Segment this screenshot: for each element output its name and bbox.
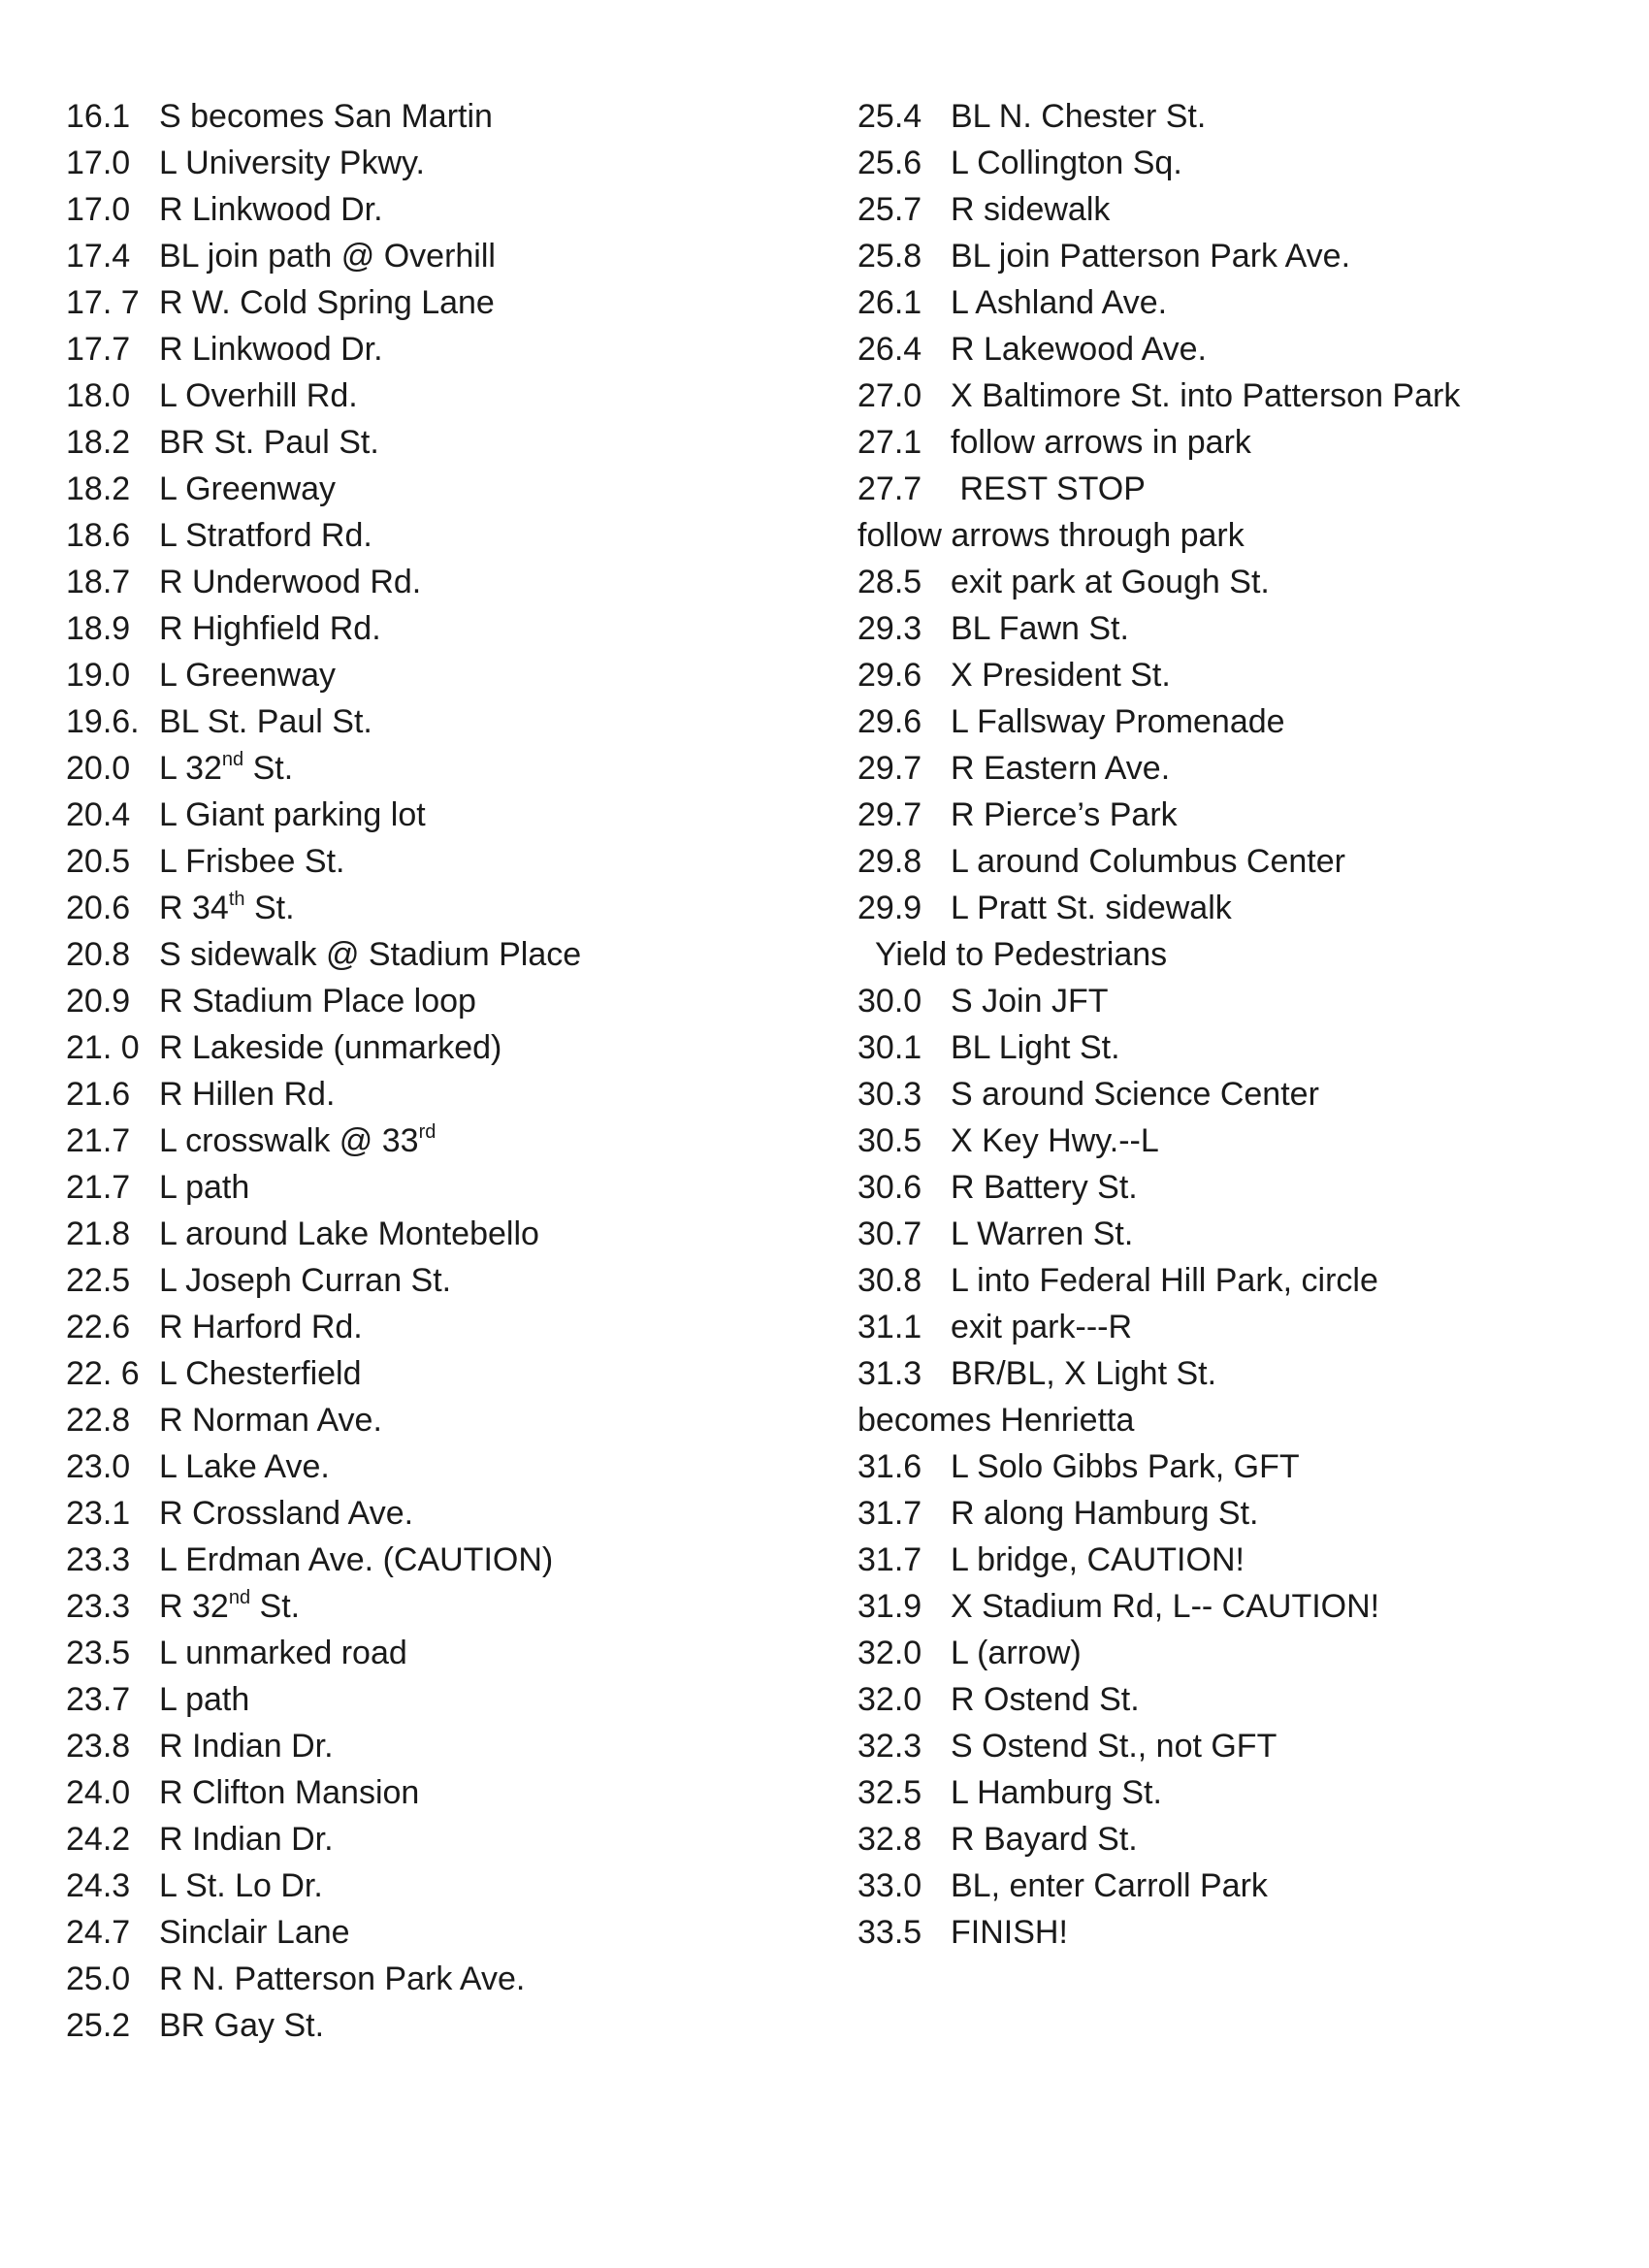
cue-row bbox=[857, 1071, 1614, 1118]
cue-direction: BL join path @ Overhill bbox=[159, 238, 496, 275]
cue-direction: L Frisbee St. bbox=[159, 843, 345, 880]
cue-direction: R W. Cold Spring Lane bbox=[159, 284, 495, 321]
cue-row bbox=[66, 1304, 823, 1350]
cue-direction: R Linkwood Dr. bbox=[159, 331, 383, 368]
cue-mileage: 18.7 bbox=[66, 564, 131, 600]
cue-row bbox=[66, 1863, 823, 1909]
cue-row bbox=[66, 1630, 823, 1676]
cue-mileage: 30.5 bbox=[857, 1122, 922, 1159]
cue-direction: R Clifton Mansion bbox=[159, 1774, 420, 1811]
cue-row bbox=[66, 279, 823, 326]
cue-mileage: 20.6 bbox=[66, 890, 131, 926]
cue-mileage: 22.8 bbox=[66, 1402, 131, 1439]
cue-row bbox=[857, 1118, 1614, 1164]
cue-mileage: 30.8 bbox=[857, 1262, 922, 1299]
cue-mileage: 29.7 bbox=[857, 796, 922, 833]
cue-mileage: 25.6 bbox=[857, 145, 922, 181]
cue-direction: X Baltimore St. into Patterson Park bbox=[951, 377, 1461, 414]
cue-mileage: 23.3 bbox=[66, 1541, 131, 1578]
cue-mileage: 29.7 bbox=[857, 750, 922, 787]
cue-row bbox=[857, 326, 1614, 373]
cue-row bbox=[66, 1769, 823, 1816]
cue-direction: L Overhill Rd. bbox=[159, 377, 358, 414]
cue-mileage: 29.9 bbox=[857, 890, 922, 926]
cue-direction: S Join JFT bbox=[951, 983, 1109, 1020]
cue-direction: S becomes San Martin bbox=[159, 98, 493, 135]
cue-row bbox=[66, 652, 823, 698]
cue-ordinal-suffix: rd bbox=[418, 1120, 436, 1143]
cue-direction: BR/BL, X Light St. bbox=[951, 1355, 1217, 1392]
cue-mileage: 30.7 bbox=[857, 1215, 922, 1252]
cue-direction: exit park at Gough St. bbox=[951, 564, 1270, 600]
cue-direction: BL St. Paul St. bbox=[159, 703, 372, 740]
cue-direction: L Warren St. bbox=[951, 1215, 1134, 1252]
cue-direction: R 32 bbox=[159, 1588, 229, 1625]
cue-mileage: 31.6 bbox=[857, 1448, 922, 1485]
cue-direction: L Stratford Rd. bbox=[159, 517, 372, 554]
cue-row bbox=[857, 1816, 1614, 1863]
cue-direction: R Lakewood Ave. bbox=[951, 331, 1207, 368]
cue-direction: L unmarked road bbox=[159, 1635, 407, 1671]
cue-note bbox=[857, 931, 1614, 978]
cue-row bbox=[857, 605, 1614, 652]
cue-mileage: 30.1 bbox=[857, 1029, 922, 1066]
cue-row bbox=[66, 1118, 823, 1164]
cue-direction: R Norman Ave. bbox=[159, 1402, 382, 1439]
cue-mileage: 30.6 bbox=[857, 1169, 922, 1206]
cue-mileage: 25.0 bbox=[66, 1960, 131, 1997]
cue-direction-suffix: St. bbox=[244, 890, 295, 926]
cue-row bbox=[66, 512, 823, 559]
cue-mileage: 17.4 bbox=[66, 238, 131, 275]
cue-ordinal-suffix: nd bbox=[228, 1586, 251, 1608]
cue-row bbox=[857, 885, 1614, 931]
cue-row bbox=[66, 1816, 823, 1863]
cue-mileage: 18.0 bbox=[66, 377, 131, 414]
cue-row bbox=[66, 605, 823, 652]
cue-row bbox=[66, 2002, 823, 2049]
cue-row bbox=[66, 698, 823, 745]
cue-row bbox=[857, 186, 1614, 233]
cue-row bbox=[66, 1956, 823, 2002]
cue-direction: L path bbox=[159, 1169, 250, 1206]
cue-row bbox=[857, 1769, 1614, 1816]
cue-direction: BL, enter Carroll Park bbox=[951, 1867, 1268, 1904]
cue-direction: L path bbox=[159, 1681, 250, 1718]
cue-direction: BL Light St. bbox=[951, 1029, 1120, 1066]
cue-row bbox=[66, 1211, 823, 1257]
cue-row bbox=[857, 373, 1614, 419]
cue-direction: S Ostend St., not GFT bbox=[951, 1728, 1277, 1765]
cue-mileage: 17. 7 bbox=[66, 284, 140, 321]
cue-row bbox=[66, 1024, 823, 1071]
cue-direction: BL Fawn St. bbox=[951, 610, 1129, 647]
cue-direction: L Giant parking lot bbox=[159, 796, 426, 833]
cue-direction: L (arrow) bbox=[951, 1635, 1082, 1671]
cue-mileage: 19.0 bbox=[66, 657, 131, 694]
cue-direction: L bridge, CAUTION! bbox=[951, 1541, 1245, 1578]
cue-mileage: 17.0 bbox=[66, 145, 131, 181]
cue-mileage: 20.4 bbox=[66, 796, 131, 833]
cue-row bbox=[66, 419, 823, 466]
cue-row bbox=[857, 1350, 1614, 1397]
cue-mileage: 23.1 bbox=[66, 1495, 131, 1532]
cue-direction: L Joseph Curran St. bbox=[159, 1262, 452, 1299]
cue-mileage: 31.1 bbox=[857, 1309, 922, 1345]
cue-row bbox=[66, 233, 823, 279]
cue-mileage: 16.1 bbox=[66, 98, 131, 135]
cue-direction-suffix: St. bbox=[250, 1588, 301, 1625]
cue-mileage: 33.5 bbox=[857, 1914, 922, 1951]
cue-row bbox=[66, 373, 823, 419]
cue-direction: L around Lake Montebello bbox=[159, 1215, 539, 1252]
cue-row bbox=[66, 326, 823, 373]
cue-direction: S around Science Center bbox=[951, 1076, 1319, 1113]
cue-mileage: 18.2 bbox=[66, 470, 131, 507]
cue-mileage: 21.7 bbox=[66, 1122, 131, 1159]
cue-direction: exit park---R bbox=[951, 1309, 1133, 1345]
cue-direction: R 34 bbox=[159, 890, 229, 926]
cue-row bbox=[857, 1211, 1614, 1257]
cue-mileage: 20.0 bbox=[66, 750, 131, 787]
cue-row bbox=[66, 466, 823, 512]
cue-direction: follow arrows in park bbox=[951, 424, 1251, 461]
cue-mileage: 17.7 bbox=[66, 331, 131, 368]
cue-row bbox=[857, 1304, 1614, 1350]
cue-direction: L Lake Ave. bbox=[159, 1448, 330, 1485]
cue-row bbox=[66, 1350, 823, 1397]
cue-row bbox=[857, 792, 1614, 838]
cue-row bbox=[66, 559, 823, 605]
cue-row bbox=[66, 1583, 823, 1630]
cue-direction: L Greenway bbox=[159, 657, 337, 694]
cue-direction: L Erdman Ave. (CAUTION) bbox=[159, 1541, 554, 1578]
cue-mileage: 20.9 bbox=[66, 983, 131, 1020]
cue-mileage: 26.1 bbox=[857, 284, 922, 321]
cue-direction: Sinclair Lane bbox=[159, 1914, 350, 1951]
cue-direction: L St. Lo Dr. bbox=[159, 1867, 323, 1904]
cue-mileage: 30.0 bbox=[857, 983, 922, 1020]
cue-direction: R Harford Rd. bbox=[159, 1309, 363, 1345]
cue-mileage: 33.0 bbox=[857, 1867, 922, 1904]
cue-direction: X President St. bbox=[951, 657, 1171, 694]
cue-mileage: 29.3 bbox=[857, 610, 922, 647]
cue-row bbox=[66, 1257, 823, 1304]
cue-direction: BL N. Chester St. bbox=[951, 98, 1207, 135]
cue-direction: L Solo Gibbs Park, GFT bbox=[951, 1448, 1300, 1485]
cue-direction: FINISH! bbox=[951, 1914, 1068, 1951]
cue-row bbox=[857, 838, 1614, 885]
cue-row bbox=[66, 1443, 823, 1490]
cue-mileage: 23.7 bbox=[66, 1681, 131, 1718]
cue-mileage: 21. 0 bbox=[66, 1029, 140, 1066]
cue-direction: L Fallsway Promenade bbox=[951, 703, 1285, 740]
cue-direction: R Battery St. bbox=[951, 1169, 1138, 1206]
cue-direction: R sidewalk bbox=[951, 191, 1111, 228]
cue-direction: X Key Hwy.--L bbox=[951, 1122, 1159, 1159]
cue-row bbox=[66, 1397, 823, 1443]
cue-row bbox=[857, 652, 1614, 698]
cue-mileage: 21.8 bbox=[66, 1215, 131, 1252]
cue-row bbox=[857, 1024, 1614, 1071]
cue-sheet-left-column bbox=[66, 93, 823, 2049]
cue-direction: R Indian Dr. bbox=[159, 1728, 334, 1765]
cue-mileage: 18.9 bbox=[66, 610, 131, 647]
cue-row bbox=[857, 93, 1614, 140]
cue-direction: L Pratt St. sidewalk bbox=[951, 890, 1232, 926]
cue-mileage: 27.0 bbox=[857, 377, 922, 414]
cue-mileage: 23.3 bbox=[66, 1588, 131, 1625]
cue-mileage: 23.8 bbox=[66, 1728, 131, 1765]
cue-row bbox=[857, 1583, 1614, 1630]
cue-direction: REST STOP bbox=[951, 470, 1146, 507]
cue-row bbox=[857, 1164, 1614, 1211]
cue-row bbox=[857, 1676, 1614, 1723]
cue-direction: L 32 bbox=[159, 750, 222, 787]
cue-mileage: 18.2 bbox=[66, 424, 131, 461]
cue-row bbox=[66, 1537, 823, 1583]
cue-mileage: 31.7 bbox=[857, 1541, 922, 1578]
cue-mileage: 24.2 bbox=[66, 1821, 131, 1858]
cue-row bbox=[857, 1630, 1614, 1676]
cue-row bbox=[857, 1443, 1614, 1490]
cue-row bbox=[66, 838, 823, 885]
cue-mileage: 30.3 bbox=[857, 1076, 922, 1113]
cue-mileage: 32.3 bbox=[857, 1728, 922, 1765]
cue-row bbox=[857, 279, 1614, 326]
cue-mileage: 24.0 bbox=[66, 1774, 131, 1811]
cue-row bbox=[66, 93, 823, 140]
cue-row bbox=[66, 1071, 823, 1118]
cue-row bbox=[857, 559, 1614, 605]
cue-row bbox=[857, 1863, 1614, 1909]
cue-row bbox=[857, 1909, 1614, 1956]
cue-mileage: 26.4 bbox=[857, 331, 922, 368]
cue-direction: R Indian Dr. bbox=[159, 1821, 334, 1858]
cue-direction-suffix: St. bbox=[243, 750, 294, 787]
cue-mileage: 29.6 bbox=[857, 703, 922, 740]
cue-direction: S sidewalk @ Stadium Place bbox=[159, 936, 582, 973]
cue-mileage: 28.5 bbox=[857, 564, 922, 600]
cue-ordinal-suffix: nd bbox=[221, 748, 244, 770]
cue-mileage: 21.7 bbox=[66, 1169, 131, 1206]
cue-direction: L Ashland Ave. bbox=[951, 284, 1168, 321]
cue-mileage: 22. 6 bbox=[66, 1355, 140, 1392]
cue-row bbox=[857, 233, 1614, 279]
cue-direction: R Eastern Ave. bbox=[951, 750, 1171, 787]
cue-mileage: 24.7 bbox=[66, 1914, 131, 1951]
cue-direction: X Stadium Rd, L-- CAUTION! bbox=[951, 1588, 1380, 1625]
cue-direction: R Stadium Place loop bbox=[159, 983, 476, 1020]
cue-direction: L University Pkwy. bbox=[159, 145, 425, 181]
cue-direction: R Ostend St. bbox=[951, 1681, 1140, 1718]
cue-direction: R along Hamburg St. bbox=[951, 1495, 1259, 1532]
cue-direction: R Highfield Rd. bbox=[159, 610, 381, 647]
cue-direction: BR Gay St. bbox=[159, 2007, 325, 2044]
cue-row bbox=[66, 1723, 823, 1769]
cue-direction: R Crossland Ave. bbox=[159, 1495, 414, 1532]
cue-mileage: 32.8 bbox=[857, 1821, 922, 1858]
cue-row bbox=[66, 792, 823, 838]
cue-mileage: 23.5 bbox=[66, 1635, 131, 1671]
cue-mileage: 25.7 bbox=[857, 191, 922, 228]
cue-direction: BR St. Paul St. bbox=[159, 424, 379, 461]
cue-row bbox=[857, 1723, 1614, 1769]
cue-row bbox=[66, 1676, 823, 1723]
cue-mileage: 23.0 bbox=[66, 1448, 131, 1485]
cue-mileage: 29.8 bbox=[857, 843, 922, 880]
cue-row bbox=[857, 1490, 1614, 1537]
cue-direction: L crosswalk @ 33 bbox=[159, 1122, 419, 1159]
cue-row bbox=[857, 140, 1614, 186]
cue-mileage: 18.6 bbox=[66, 517, 131, 554]
cue-note-text: follow arrows through park bbox=[857, 517, 1245, 554]
cue-mileage: 22.5 bbox=[66, 1262, 131, 1299]
cue-mileage: 20.5 bbox=[66, 843, 131, 880]
cue-row bbox=[857, 419, 1614, 466]
cue-mileage: 31.3 bbox=[857, 1355, 922, 1392]
cue-note bbox=[857, 1397, 1614, 1443]
cue-direction: R Underwood Rd. bbox=[159, 564, 422, 600]
cue-direction: L into Federal Hill Park, circle bbox=[951, 1262, 1378, 1299]
cue-direction: L Chesterfield bbox=[159, 1355, 362, 1392]
cue-mileage: 25.2 bbox=[66, 2007, 131, 2044]
cue-row bbox=[66, 1909, 823, 1956]
cue-row bbox=[66, 978, 823, 1024]
cue-mileage: 25.8 bbox=[857, 238, 922, 275]
cue-row bbox=[857, 1257, 1614, 1304]
cue-mileage: 22.6 bbox=[66, 1309, 131, 1345]
cue-direction: R N. Patterson Park Ave. bbox=[159, 1960, 526, 1997]
cue-mileage: 32.0 bbox=[857, 1681, 922, 1718]
cue-row bbox=[857, 745, 1614, 792]
cue-row bbox=[66, 186, 823, 233]
cue-direction: R Lakeside (unmarked) bbox=[159, 1029, 502, 1066]
cue-direction: L around Columbus Center bbox=[951, 843, 1345, 880]
cue-row bbox=[66, 885, 823, 931]
cue-direction: R Bayard St. bbox=[951, 1821, 1138, 1858]
cue-mileage: 27.1 bbox=[857, 424, 922, 461]
cue-mileage: 25.4 bbox=[857, 98, 922, 135]
cue-direction: L Hamburg St. bbox=[951, 1774, 1162, 1811]
cue-mileage: 17.0 bbox=[66, 191, 131, 228]
cue-direction: L Collington Sq. bbox=[951, 145, 1182, 181]
cue-note-text: Yield to Pedestrians bbox=[875, 936, 1168, 973]
cue-mileage: 31.9 bbox=[857, 1588, 922, 1625]
cue-row bbox=[857, 1537, 1614, 1583]
cue-mileage: 32.0 bbox=[857, 1635, 922, 1671]
cue-mileage: 27.7 bbox=[857, 470, 922, 507]
cue-direction: R Linkwood Dr. bbox=[159, 191, 383, 228]
cue-direction: R Pierce’s Park bbox=[951, 796, 1178, 833]
cue-row bbox=[857, 698, 1614, 745]
cue-mileage: 19.6. bbox=[66, 703, 140, 740]
cue-mileage: 32.5 bbox=[857, 1774, 922, 1811]
cue-note bbox=[857, 512, 1614, 559]
cue-sheet-right-column bbox=[857, 93, 1614, 1956]
cue-direction: L Greenway bbox=[159, 470, 337, 507]
cue-row bbox=[66, 931, 823, 978]
cue-ordinal-suffix: th bbox=[228, 888, 245, 910]
cue-row bbox=[66, 140, 823, 186]
cue-note-text: becomes Henrietta bbox=[857, 1402, 1135, 1439]
cue-row bbox=[66, 745, 823, 792]
cue-mileage: 20.8 bbox=[66, 936, 131, 973]
cue-row bbox=[857, 466, 1614, 512]
cue-row bbox=[857, 978, 1614, 1024]
cue-mileage: 31.7 bbox=[857, 1495, 922, 1532]
cue-row bbox=[66, 1490, 823, 1537]
cue-direction: BL join Patterson Park Ave. bbox=[951, 238, 1351, 275]
cue-mileage: 24.3 bbox=[66, 1867, 131, 1904]
cue-direction: R Hillen Rd. bbox=[159, 1076, 336, 1113]
cue-mileage: 29.6 bbox=[857, 657, 922, 694]
cue-mileage: 21.6 bbox=[66, 1076, 131, 1113]
cue-row bbox=[66, 1164, 823, 1211]
